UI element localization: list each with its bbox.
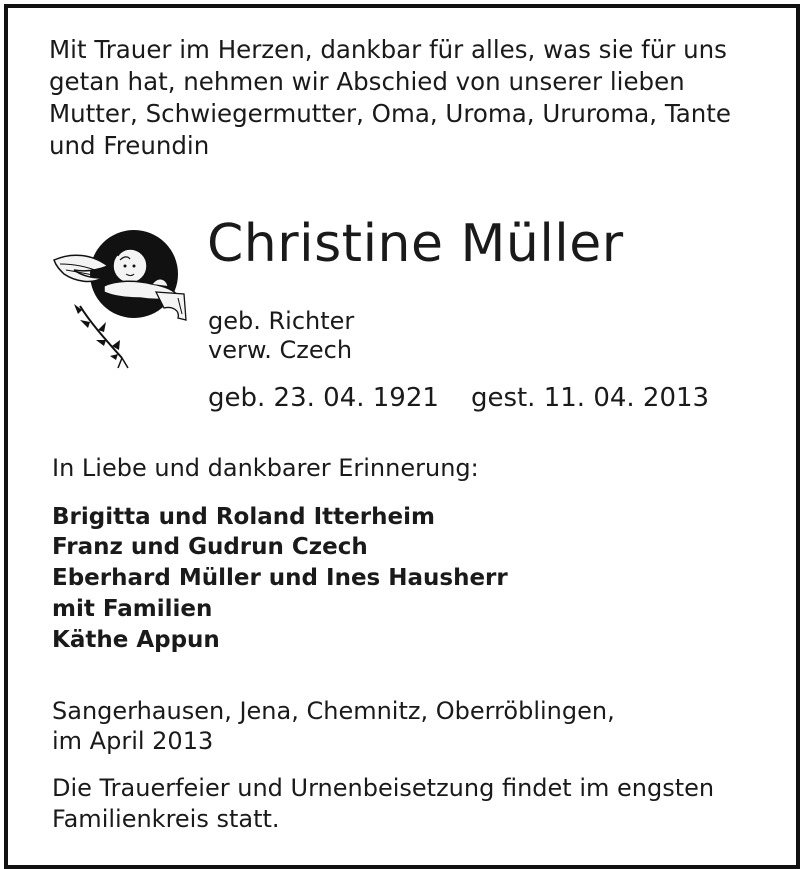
mourner-line: Käthe Appun <box>52 627 220 653</box>
intro-line: und Freundin <box>49 131 210 160</box>
mourner-line: Brigitta und Roland Itterheim <box>52 504 435 530</box>
intro-line: getan hat, nehmen wir Abschied von unserer lieben <box>49 67 685 96</box>
ceremony-note-line: Die Trauerfeier und Urnenbeisetzung findet im engsten <box>52 774 715 802</box>
intro-line: Mit Trauer im Herzen, dankbar für alles, was sie für uns <box>49 35 727 64</box>
life-dates <box>208 381 709 415</box>
mourner-line: Franz und Gudrun Czech <box>52 534 368 560</box>
widowed-name: verw. Czech <box>208 336 353 364</box>
mourner-line: mit Familien <box>52 596 213 622</box>
birth-date: geb. 23. 04. 1921 <box>208 383 439 413</box>
date-line: im April 2013 <box>52 727 214 755</box>
death-date: gest. 11. 04. 2013 <box>470 383 710 413</box>
intro-line: Mutter, Schwiegermutter, Oma, Uroma, Ururoma, Tante <box>49 99 731 128</box>
ceremony-note-line: Familienkreis statt. <box>52 805 280 833</box>
angel-icon <box>52 226 188 370</box>
intro-text <box>49 34 749 162</box>
deceased-name: Christine Müller <box>207 214 624 274</box>
place-line: Sangerhausen, Jena, Chemnitz, Oberröblingen, <box>52 697 615 725</box>
mourner-line: Eberhard Müller und Ines Hausherr <box>52 565 508 591</box>
birth-name: geb. Richter <box>208 307 355 335</box>
memory-line: In Liebe und dankbarer Erinnerung: <box>52 454 479 482</box>
